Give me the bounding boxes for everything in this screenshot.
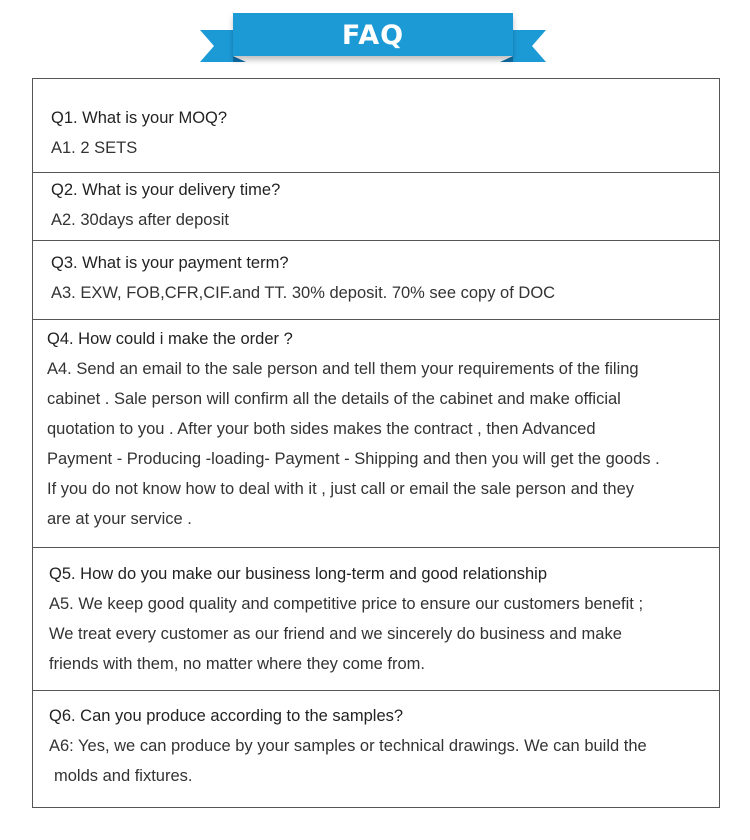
- faq-answer-5-line: We treat every customer as our friend and we sincerely do business and make: [49, 625, 622, 643]
- faq-item-2: [33, 173, 719, 241]
- faq-question-6: Q6. Can you produce according to the samples?: [49, 707, 404, 725]
- faq-question-2: Q2. What is your delivery time?: [51, 181, 281, 199]
- faq-answer-6-line: A6: Yes, we can produce by your samples or technical drawings. We can build the: [49, 737, 647, 755]
- faq-answer-4-line: A4. Send an email to the sale person and tell them your requirements of the filing: [47, 360, 639, 378]
- ribbon-right-tail: [513, 30, 546, 62]
- faq-answer-4-line: Payment - Producing -loading- Payment - Shipping and then you will get the goods .: [47, 450, 660, 468]
- faq-item-6: [33, 691, 719, 809]
- faq-question-3: Q3. What is your payment term?: [51, 254, 289, 272]
- faq-question-4: Q4. How could i make the order ?: [47, 330, 293, 348]
- faq-answer-4-line: If you do not know how to deal with it , just call or email the sale person and they: [47, 480, 634, 498]
- faq-answer-5: [49, 589, 643, 679]
- faq-answer-3: A3. EXW, FOB,CFR,CIF.and TT. 30% deposit. 70% see copy of DOC: [51, 284, 556, 302]
- faq-table: [32, 78, 720, 808]
- ribbon-left-tail: [200, 30, 233, 62]
- faq-answer-4-line: are at your service .: [47, 510, 192, 528]
- faq-question-5: Q5. How do you make our business long-term and good relationship: [49, 565, 548, 583]
- faq-answer-4-line: quotation to you . After your both sides makes the contract , then Advanced: [47, 420, 596, 438]
- faq-title: FAQ: [341, 20, 405, 51]
- faq-item-5: [33, 548, 719, 691]
- faq-answer-1: A1. 2 SETS: [51, 139, 138, 157]
- faq-answer-6: [49, 731, 647, 791]
- faq-answer-5-line: friends with them, no matter where they come from.: [49, 655, 425, 673]
- faq-answer-4: [47, 354, 660, 534]
- faq-ribbon-header: [200, 10, 546, 70]
- faq-answer-4-line: cabinet . Sale person will confirm all the details of the cabinet and make official: [47, 390, 621, 408]
- faq-answer-5-line: A5. We keep good quality and competitive price to ensure our customers benefit ;: [49, 595, 644, 613]
- faq-answer-2: A2. 30days after deposit: [51, 211, 229, 229]
- faq-answer-6-line: molds and fixtures.: [54, 767, 193, 785]
- faq-item-3: [33, 241, 719, 320]
- faq-question-1: Q1. What is your MOQ?: [51, 109, 228, 127]
- faq-item-1: [33, 79, 719, 173]
- faq-item-4: [33, 320, 719, 548]
- ribbon-right-fold: [500, 56, 513, 62]
- ribbon-left-fold: [233, 56, 246, 62]
